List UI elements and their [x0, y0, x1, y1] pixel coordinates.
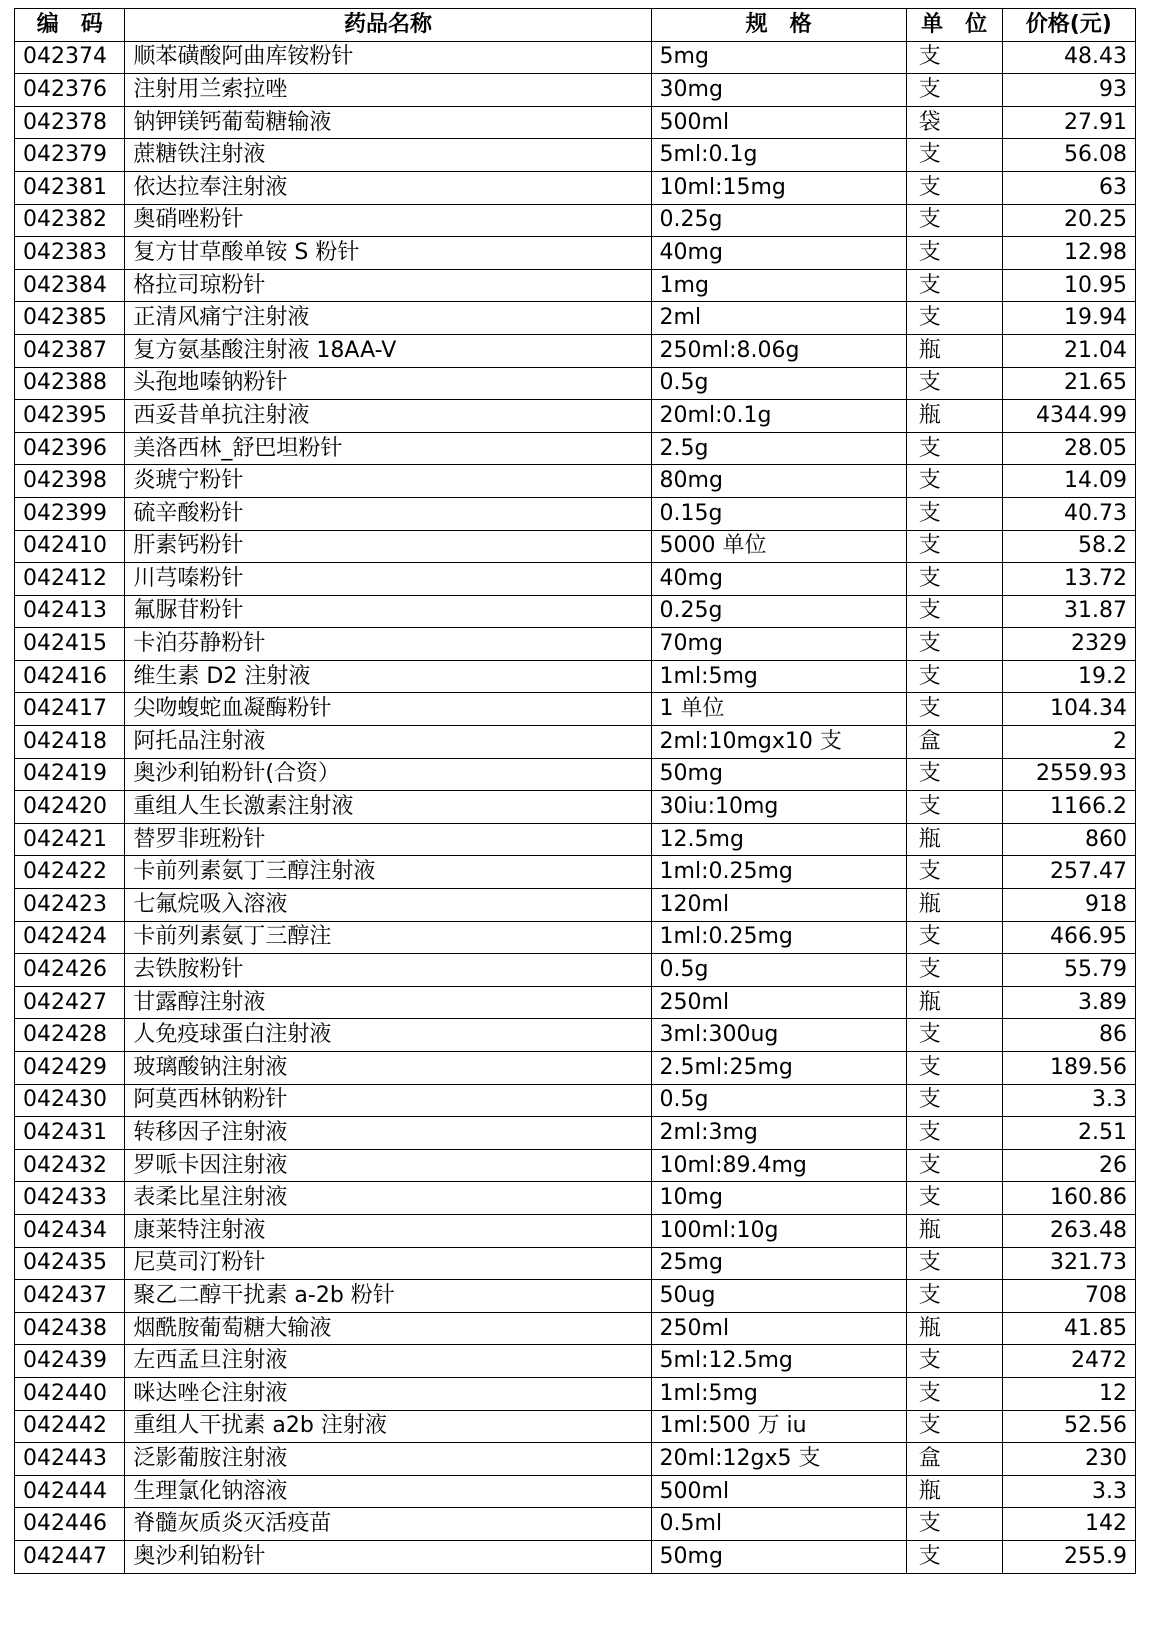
cell-price: 2.51	[1002, 1117, 1135, 1150]
cell-spec: 250ml:8.06g	[651, 334, 906, 367]
cell-drug-name: 转移因子注射液	[125, 1117, 651, 1150]
cell-spec: 25mg	[651, 1247, 906, 1280]
cell-price: 1166.2	[1002, 791, 1135, 824]
cell-unit: 支	[906, 1345, 1002, 1378]
cell-spec: 50mg	[651, 758, 906, 791]
cell-code: 042399	[15, 497, 125, 530]
cell-unit: 支	[906, 758, 1002, 791]
cell-spec: 5mg	[651, 41, 906, 74]
table-row	[15, 1410, 1136, 1443]
cell-unit: 支	[906, 1280, 1002, 1313]
cell-code: 042446	[15, 1508, 125, 1541]
cell-unit: 支	[906, 74, 1002, 107]
cell-price: 263.48	[1002, 1214, 1135, 1247]
cell-unit: 瓶	[906, 1214, 1002, 1247]
cell-price: 708	[1002, 1280, 1135, 1313]
table-row	[15, 1508, 1136, 1541]
cell-code: 042378	[15, 106, 125, 139]
cell-spec: 2.5g	[651, 432, 906, 465]
cell-code: 042383	[15, 237, 125, 270]
cell-spec: 12.5mg	[651, 823, 906, 856]
cell-unit: 支	[906, 302, 1002, 335]
table-row	[15, 1084, 1136, 1117]
cell-unit: 支	[906, 1182, 1002, 1215]
table-row	[15, 1443, 1136, 1476]
cell-drug-name: 卡泊芬静粉针	[125, 628, 651, 661]
cell-drug-name: 聚乙二醇干扰素 a-2b 粉针	[125, 1280, 651, 1313]
cell-unit: 支	[906, 171, 1002, 204]
table-row	[15, 1377, 1136, 1410]
cell-unit: 瓶	[906, 400, 1002, 433]
table-row	[15, 889, 1136, 922]
table-row	[15, 465, 1136, 498]
cell-spec: 0.25g	[651, 595, 906, 628]
cell-price: 28.05	[1002, 432, 1135, 465]
cell-spec: 20ml:12gx5 支	[651, 1443, 906, 1476]
cell-drug-name: 脊髓灰质炎灭活疫苗	[125, 1508, 651, 1541]
cell-code: 042417	[15, 693, 125, 726]
cell-spec: 250ml	[651, 1312, 906, 1345]
cell-price: 2329	[1002, 628, 1135, 661]
cell-price: 160.86	[1002, 1182, 1135, 1215]
cell-price: 230	[1002, 1443, 1135, 1476]
cell-spec: 0.5g	[651, 954, 906, 987]
cell-spec: 30mg	[651, 74, 906, 107]
cell-price: 86	[1002, 1019, 1135, 1052]
table-row	[15, 1247, 1136, 1280]
cell-unit: 袋	[906, 106, 1002, 139]
cell-unit: 支	[906, 1247, 1002, 1280]
table-row	[15, 595, 1136, 628]
table-row	[15, 139, 1136, 172]
cell-unit: 支	[906, 856, 1002, 889]
table-row	[15, 986, 1136, 1019]
table-row	[15, 237, 1136, 270]
cell-code: 042427	[15, 986, 125, 1019]
cell-code: 042388	[15, 367, 125, 400]
table-row	[15, 791, 1136, 824]
cell-drug-name: 卡前列素氨丁三醇注	[125, 921, 651, 954]
header-price: 价格(元)	[1002, 9, 1135, 42]
cell-code: 042434	[15, 1214, 125, 1247]
table-row	[15, 921, 1136, 954]
cell-unit: 支	[906, 432, 1002, 465]
table-row	[15, 74, 1136, 107]
cell-unit: 盒	[906, 1443, 1002, 1476]
cell-spec: 120ml	[651, 889, 906, 922]
table-row	[15, 823, 1136, 856]
cell-drug-name: 玻璃酸钠注射液	[125, 1052, 651, 1085]
cell-price: 27.91	[1002, 106, 1135, 139]
cell-code: 042376	[15, 74, 125, 107]
cell-code: 042381	[15, 171, 125, 204]
cell-spec: 2ml	[651, 302, 906, 335]
cell-code: 042444	[15, 1475, 125, 1508]
cell-code: 042447	[15, 1540, 125, 1573]
cell-price: 48.43	[1002, 41, 1135, 74]
cell-price: 13.72	[1002, 563, 1135, 596]
cell-drug-name: 替罗非班粉针	[125, 823, 651, 856]
cell-code: 042422	[15, 856, 125, 889]
cell-drug-name: 阿莫西林钠粉针	[125, 1084, 651, 1117]
cell-spec: 5000 单位	[651, 530, 906, 563]
cell-spec: 50mg	[651, 1540, 906, 1573]
cell-unit: 瓶	[906, 1475, 1002, 1508]
header-spec: 规 格	[651, 9, 906, 42]
cell-unit: 支	[906, 465, 1002, 498]
cell-price: 21.04	[1002, 334, 1135, 367]
cell-unit: 支	[906, 1149, 1002, 1182]
cell-drug-name: 复方甘草酸单铵 S 粉针	[125, 237, 651, 270]
cell-unit: 支	[906, 139, 1002, 172]
cell-price: 26	[1002, 1149, 1135, 1182]
cell-price: 3.3	[1002, 1475, 1135, 1508]
cell-unit: 支	[906, 563, 1002, 596]
cell-code: 042420	[15, 791, 125, 824]
cell-code: 042415	[15, 628, 125, 661]
cell-drug-name: 咪达唑仑注射液	[125, 1377, 651, 1410]
cell-unit: 支	[906, 1410, 1002, 1443]
cell-price: 104.34	[1002, 693, 1135, 726]
table-row	[15, 204, 1136, 237]
cell-code: 042395	[15, 400, 125, 433]
table-row	[15, 693, 1136, 726]
cell-drug-name: 注射用兰索拉唑	[125, 74, 651, 107]
cell-unit: 瓶	[906, 889, 1002, 922]
cell-unit: 支	[906, 595, 1002, 628]
cell-unit: 支	[906, 269, 1002, 302]
cell-drug-name: 烟酰胺葡萄糖大输液	[125, 1312, 651, 1345]
table-row	[15, 1214, 1136, 1247]
cell-price: 31.87	[1002, 595, 1135, 628]
cell-price: 52.56	[1002, 1410, 1135, 1443]
cell-unit: 瓶	[906, 1312, 1002, 1345]
table-row	[15, 563, 1136, 596]
cell-price: 860	[1002, 823, 1135, 856]
table-row	[15, 1280, 1136, 1313]
cell-unit: 支	[906, 237, 1002, 270]
cell-code: 042396	[15, 432, 125, 465]
cell-unit: 支	[906, 791, 1002, 824]
cell-unit: 支	[906, 628, 1002, 661]
cell-spec: 2ml:10mgx10 支	[651, 726, 906, 759]
cell-drug-name: 硫辛酸粉针	[125, 497, 651, 530]
cell-drug-name: 七氟烷吸入溶液	[125, 889, 651, 922]
cell-code: 042418	[15, 726, 125, 759]
cell-code: 042423	[15, 889, 125, 922]
cell-price: 56.08	[1002, 139, 1135, 172]
cell-spec: 70mg	[651, 628, 906, 661]
cell-drug-name: 甘露醇注射液	[125, 986, 651, 1019]
cell-spec: 1ml:500 万 iu	[651, 1410, 906, 1443]
cell-spec: 1mg	[651, 269, 906, 302]
cell-price: 321.73	[1002, 1247, 1135, 1280]
cell-unit: 支	[906, 1019, 1002, 1052]
cell-spec: 5ml:0.1g	[651, 139, 906, 172]
cell-spec: 80mg	[651, 465, 906, 498]
cell-drug-name: 正清风痛宁注射液	[125, 302, 651, 335]
table-row	[15, 1149, 1136, 1182]
cell-price: 41.85	[1002, 1312, 1135, 1345]
cell-code: 042387	[15, 334, 125, 367]
cell-price: 2559.93	[1002, 758, 1135, 791]
cell-price: 19.2	[1002, 660, 1135, 693]
cell-drug-name: 奥硝唑粉针	[125, 204, 651, 237]
cell-spec: 250ml	[651, 986, 906, 1019]
cell-spec: 0.25g	[651, 204, 906, 237]
cell-unit: 盒	[906, 726, 1002, 759]
table-row	[15, 269, 1136, 302]
cell-code: 042435	[15, 1247, 125, 1280]
cell-code: 042382	[15, 204, 125, 237]
cell-drug-name: 奥沙利铂粉针(合资）	[125, 758, 651, 791]
cell-price: 4344.99	[1002, 400, 1135, 433]
cell-drug-name: 川芎嗪粉针	[125, 563, 651, 596]
cell-spec: 0.15g	[651, 497, 906, 530]
cell-unit: 瓶	[906, 334, 1002, 367]
table-row	[15, 432, 1136, 465]
cell-drug-name: 尼莫司汀粉针	[125, 1247, 651, 1280]
cell-price: 93	[1002, 74, 1135, 107]
cell-spec: 3ml:300ug	[651, 1019, 906, 1052]
table-header-row	[15, 9, 1136, 42]
cell-code: 042442	[15, 1410, 125, 1443]
cell-unit: 支	[906, 921, 1002, 954]
cell-drug-name: 阿托品注射液	[125, 726, 651, 759]
cell-code: 042416	[15, 660, 125, 693]
cell-spec: 2ml:3mg	[651, 1117, 906, 1150]
table-row	[15, 628, 1136, 661]
table-row	[15, 1182, 1136, 1215]
cell-drug-name: 氟脲苷粉针	[125, 595, 651, 628]
cell-spec: 0.5ml	[651, 1508, 906, 1541]
table-row	[15, 1019, 1136, 1052]
cell-unit: 支	[906, 1377, 1002, 1410]
cell-code: 042385	[15, 302, 125, 335]
cell-code: 042379	[15, 139, 125, 172]
table-row	[15, 367, 1136, 400]
cell-unit: 支	[906, 1052, 1002, 1085]
cell-drug-name: 钠钾镁钙葡萄糖输液	[125, 106, 651, 139]
cell-drug-name: 去铁胺粉针	[125, 954, 651, 987]
cell-drug-name: 蔗糖铁注射液	[125, 139, 651, 172]
cell-drug-name: 尖吻蝮蛇血凝酶粉针	[125, 693, 651, 726]
cell-spec: 2.5ml:25mg	[651, 1052, 906, 1085]
cell-code: 042429	[15, 1052, 125, 1085]
cell-drug-name: 依达拉奉注射液	[125, 171, 651, 204]
cell-unit: 支	[906, 367, 1002, 400]
table-row	[15, 334, 1136, 367]
cell-drug-name: 复方氨基酸注射液 18AA-V	[125, 334, 651, 367]
cell-price: 2	[1002, 726, 1135, 759]
cell-unit: 瓶	[906, 823, 1002, 856]
table-row	[15, 106, 1136, 139]
cell-price: 2472	[1002, 1345, 1135, 1378]
cell-drug-name: 奥沙利铂粉针	[125, 1540, 651, 1573]
cell-spec: 500ml	[651, 106, 906, 139]
cell-unit: 支	[906, 530, 1002, 563]
table-row	[15, 400, 1136, 433]
cell-code: 042432	[15, 1149, 125, 1182]
cell-spec: 20ml:0.1g	[651, 400, 906, 433]
cell-code: 042443	[15, 1443, 125, 1476]
cell-unit: 支	[906, 497, 1002, 530]
cell-unit: 支	[906, 41, 1002, 74]
table-row	[15, 41, 1136, 74]
cell-price: 918	[1002, 889, 1135, 922]
cell-code: 042439	[15, 1345, 125, 1378]
cell-drug-name: 表柔比星注射液	[125, 1182, 651, 1215]
cell-spec: 40mg	[651, 563, 906, 596]
cell-spec: 10ml:89.4mg	[651, 1149, 906, 1182]
cell-drug-name: 康莱特注射液	[125, 1214, 651, 1247]
cell-price: 12	[1002, 1377, 1135, 1410]
cell-spec: 1ml:5mg	[651, 1377, 906, 1410]
cell-code: 042419	[15, 758, 125, 791]
cell-spec: 1ml:5mg	[651, 660, 906, 693]
cell-price: 55.79	[1002, 954, 1135, 987]
cell-drug-name: 炎琥宁粉针	[125, 465, 651, 498]
cell-price: 142	[1002, 1508, 1135, 1541]
cell-unit: 支	[906, 204, 1002, 237]
cell-unit: 支	[906, 1540, 1002, 1573]
cell-price: 466.95	[1002, 921, 1135, 954]
cell-spec: 500ml	[651, 1475, 906, 1508]
table-row	[15, 171, 1136, 204]
cell-unit: 支	[906, 693, 1002, 726]
cell-spec: 0.5g	[651, 1084, 906, 1117]
cell-code: 042430	[15, 1084, 125, 1117]
header-unit: 单 位	[906, 9, 1002, 42]
table-row	[15, 1052, 1136, 1085]
cell-spec: 1ml:0.25mg	[651, 921, 906, 954]
cell-spec: 1ml:0.25mg	[651, 856, 906, 889]
cell-code: 042412	[15, 563, 125, 596]
cell-drug-name: 重组人生长激素注射液	[125, 791, 651, 824]
price-table-container	[14, 8, 1136, 1574]
table-row	[15, 497, 1136, 530]
cell-spec: 30iu:10mg	[651, 791, 906, 824]
cell-spec: 10ml:15mg	[651, 171, 906, 204]
table-row	[15, 1345, 1136, 1378]
cell-drug-name: 西妥昔单抗注射液	[125, 400, 651, 433]
cell-price: 255.9	[1002, 1540, 1135, 1573]
cell-drug-name: 泛影葡胺注射液	[125, 1443, 651, 1476]
table-row	[15, 302, 1136, 335]
cell-price: 19.94	[1002, 302, 1135, 335]
cell-spec: 5ml:12.5mg	[651, 1345, 906, 1378]
cell-spec: 40mg	[651, 237, 906, 270]
cell-unit: 支	[906, 1084, 1002, 1117]
cell-code: 042424	[15, 921, 125, 954]
cell-price: 3.89	[1002, 986, 1135, 1019]
table-row	[15, 660, 1136, 693]
cell-spec: 10mg	[651, 1182, 906, 1215]
cell-unit: 支	[906, 954, 1002, 987]
cell-price: 40.73	[1002, 497, 1135, 530]
drug-price-table	[14, 8, 1136, 1574]
header-name: 药品名称	[125, 9, 651, 42]
cell-code: 042421	[15, 823, 125, 856]
table-row	[15, 726, 1136, 759]
cell-price: 58.2	[1002, 530, 1135, 563]
cell-price: 3.3	[1002, 1084, 1135, 1117]
table-row	[15, 856, 1136, 889]
cell-price: 20.25	[1002, 204, 1135, 237]
table-row	[15, 1475, 1136, 1508]
cell-unit: 支	[906, 1508, 1002, 1541]
cell-price: 10.95	[1002, 269, 1135, 302]
cell-spec: 1 单位	[651, 693, 906, 726]
cell-spec: 100ml:10g	[651, 1214, 906, 1247]
cell-drug-name: 肝素钙粉针	[125, 530, 651, 563]
cell-drug-name: 顺苯磺酸阿曲库铵粉针	[125, 41, 651, 74]
cell-drug-name: 重组人干扰素 a2b 注射液	[125, 1410, 651, 1443]
cell-spec: 50ug	[651, 1280, 906, 1313]
cell-code: 042413	[15, 595, 125, 628]
cell-code: 042384	[15, 269, 125, 302]
cell-code: 042410	[15, 530, 125, 563]
table-row	[15, 1540, 1136, 1573]
cell-spec: 0.5g	[651, 367, 906, 400]
cell-drug-name: 头孢地嗪钠粉针	[125, 367, 651, 400]
table-row	[15, 954, 1136, 987]
cell-code: 042438	[15, 1312, 125, 1345]
cell-code: 042437	[15, 1280, 125, 1313]
table-row	[15, 1312, 1136, 1345]
cell-code: 042398	[15, 465, 125, 498]
cell-drug-name: 人免疫球蛋白注射液	[125, 1019, 651, 1052]
cell-unit: 支	[906, 1117, 1002, 1150]
cell-drug-name: 罗哌卡因注射液	[125, 1149, 651, 1182]
cell-drug-name: 左西孟旦注射液	[125, 1345, 651, 1378]
cell-unit: 瓶	[906, 986, 1002, 1019]
cell-drug-name: 维生素 D2 注射液	[125, 660, 651, 693]
table-body	[15, 41, 1136, 1573]
cell-price: 257.47	[1002, 856, 1135, 889]
cell-price: 189.56	[1002, 1052, 1135, 1085]
cell-code: 042431	[15, 1117, 125, 1150]
cell-drug-name: 美洛西林_舒巴坦粉针	[125, 432, 651, 465]
cell-unit: 支	[906, 660, 1002, 693]
table-row	[15, 758, 1136, 791]
table-row	[15, 1117, 1136, 1150]
cell-price: 63	[1002, 171, 1135, 204]
cell-code: 042433	[15, 1182, 125, 1215]
cell-drug-name: 卡前列素氨丁三醇注射液	[125, 856, 651, 889]
cell-drug-name: 格拉司琼粉针	[125, 269, 651, 302]
cell-code: 042426	[15, 954, 125, 987]
header-code: 编 码	[15, 9, 125, 42]
cell-code: 042374	[15, 41, 125, 74]
cell-code: 042428	[15, 1019, 125, 1052]
cell-price: 14.09	[1002, 465, 1135, 498]
cell-drug-name: 生理氯化钠溶液	[125, 1475, 651, 1508]
table-row	[15, 530, 1136, 563]
cell-code: 042440	[15, 1377, 125, 1410]
cell-price: 21.65	[1002, 367, 1135, 400]
cell-price: 12.98	[1002, 237, 1135, 270]
